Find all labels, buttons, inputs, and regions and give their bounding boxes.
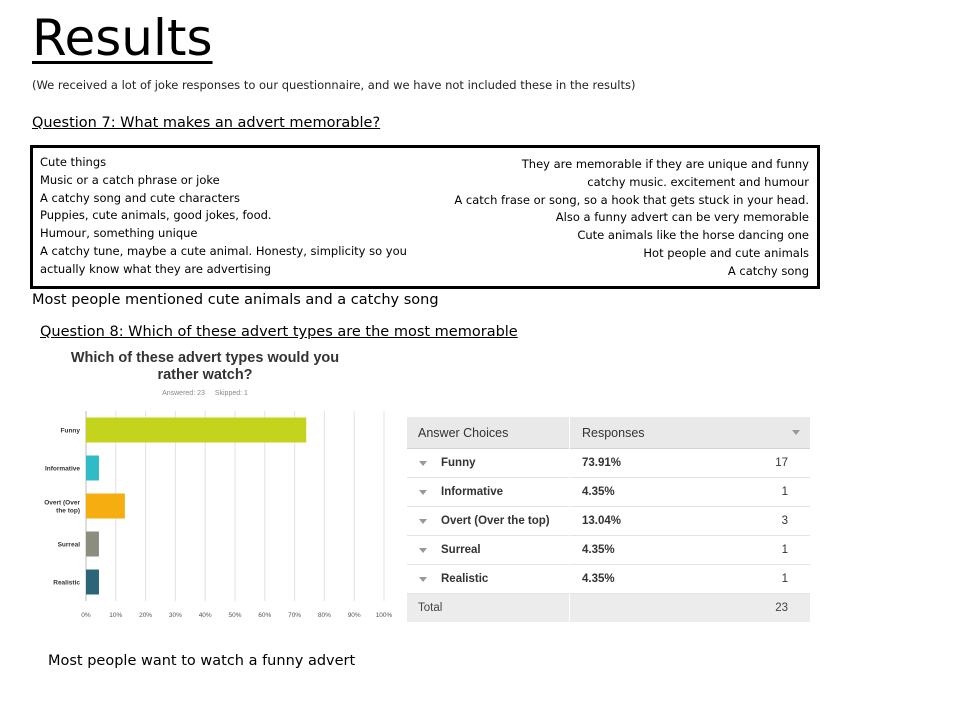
response-line: Hot people and cute animals <box>643 245 809 260</box>
choice-row <box>407 536 569 565</box>
choice-label: Overt (Over the top) <box>441 515 550 527</box>
bar-chart <box>36 405 396 625</box>
x-tick-label: 20% <box>139 612 153 619</box>
responses-header <box>570 417 810 449</box>
chart-meta <box>60 390 350 397</box>
response-line: Music or a catch phrase or joke <box>40 172 220 187</box>
total-label: Total <box>407 594 569 622</box>
exclusion-note: (We received a lot of joke responses to our questionnaire, and we have not included these in the results) <box>32 78 636 92</box>
answered-count: Answered: 23 <box>162 390 205 397</box>
response-line: Also a funny advert can be very memorable <box>555 210 809 225</box>
choice-label: Funny <box>441 457 476 469</box>
response-line: A catchy tune, maybe a cute animal. Honesty, simplicity so you <box>40 243 407 258</box>
response-count: 3 <box>781 515 788 527</box>
responses-left-column <box>40 154 430 279</box>
question-7-heading: Question 7: What makes an advert memorable? <box>32 115 381 131</box>
x-tick-label: 70% <box>288 612 302 619</box>
choice-row <box>407 478 569 507</box>
y-tick-label <box>61 428 81 435</box>
y-tick-label <box>58 542 81 549</box>
response-line: Puppies, cute animals, good jokes, food. <box>40 208 272 223</box>
x-tick-label: 100% <box>375 612 393 619</box>
response-percent: 13.04% <box>582 515 622 527</box>
y-tick-label-line: the top) <box>56 507 80 515</box>
y-tick-label <box>45 466 80 473</box>
choice-row <box>407 449 569 478</box>
choice-label: Surreal <box>441 544 481 556</box>
question-7-summary: Most people mentioned cute animals and a catchy song <box>32 292 439 308</box>
bar-1 <box>86 456 99 481</box>
response-count: 1 <box>781 486 788 498</box>
y-tick-label-line: Realistic <box>53 579 80 587</box>
x-tick-label: 40% <box>198 612 212 619</box>
response-line: Cute animals like the horse dancing one <box>577 228 809 243</box>
response-count: 1 <box>781 573 788 585</box>
response-row <box>570 507 810 536</box>
x-tick-label: 60% <box>258 612 272 619</box>
response-count: 1 <box>781 544 788 556</box>
caret-down-icon <box>419 519 427 524</box>
caret-down-icon <box>792 430 800 435</box>
responses-header-label: Responses <box>582 425 645 440</box>
x-tick-label: 80% <box>317 612 331 619</box>
y-tick-label-line: Surreal <box>57 541 80 549</box>
response-percent: 4.35% <box>582 544 615 556</box>
chart-title: Which of these advert types would you rather watch? <box>70 350 340 383</box>
bar-2 <box>86 494 125 519</box>
responses-box <box>30 145 820 289</box>
x-tick-label: 50% <box>228 612 242 619</box>
x-tick-label: 10% <box>109 612 123 619</box>
response-line: catchy music. excitement and humour <box>587 174 809 189</box>
total-count: 23 <box>570 594 810 622</box>
answer-choices-table <box>407 417 569 622</box>
y-tick-label-line: Informative <box>44 465 80 473</box>
caret-down-icon <box>419 490 427 495</box>
response-line: They are memorable if they are unique and funny <box>521 157 809 171</box>
response-line: actually know what they are advertising <box>40 261 272 276</box>
caret-down-icon <box>419 548 427 553</box>
y-tick-label <box>53 580 80 587</box>
responses-right-column <box>389 156 809 281</box>
choice-label: Realistic <box>441 573 489 585</box>
response-line: Cute things <box>40 155 107 169</box>
answer-choices-header: Answer Choices <box>407 417 569 449</box>
x-tick-label: 0% <box>81 612 91 619</box>
response-line: Humour, something unique <box>40 226 198 241</box>
choice-row <box>407 565 569 594</box>
caret-down-icon <box>419 461 427 466</box>
y-tick-label <box>44 500 80 515</box>
response-row <box>570 449 810 478</box>
bar-4 <box>86 570 99 595</box>
caret-down-icon <box>419 577 427 582</box>
x-tick-label: 90% <box>347 612 361 619</box>
question-8-heading: Question 8: Which of these advert types are the most memorable <box>40 324 518 340</box>
response-line: A catchy song <box>727 263 809 278</box>
bar-3 <box>86 532 99 557</box>
response-count: 17 <box>775 457 788 469</box>
question-8-summary: Most people want to watch a funny advert <box>48 653 356 669</box>
response-row <box>570 536 810 565</box>
y-tick-label-line: Funny <box>60 427 80 435</box>
y-tick-label-line: Overt (Over <box>44 499 80 507</box>
page-title: Results <box>32 9 213 67</box>
choice-row <box>407 507 569 536</box>
response-percent: 73.91% <box>582 457 622 469</box>
response-percent: 4.35% <box>582 486 615 498</box>
response-percent: 4.35% <box>582 573 615 585</box>
skipped-count: Skipped: 1 <box>214 390 248 397</box>
response-row <box>570 478 810 507</box>
response-row <box>570 565 810 594</box>
response-line: A catchy song and cute characters <box>40 190 240 205</box>
x-tick-label: 30% <box>168 612 182 619</box>
response-line: A catch frase or song, so a hook that gets stuck in your head. <box>454 192 809 207</box>
choice-label: Informative <box>441 486 503 498</box>
bar-0 <box>86 418 306 443</box>
responses-table <box>570 417 810 622</box>
